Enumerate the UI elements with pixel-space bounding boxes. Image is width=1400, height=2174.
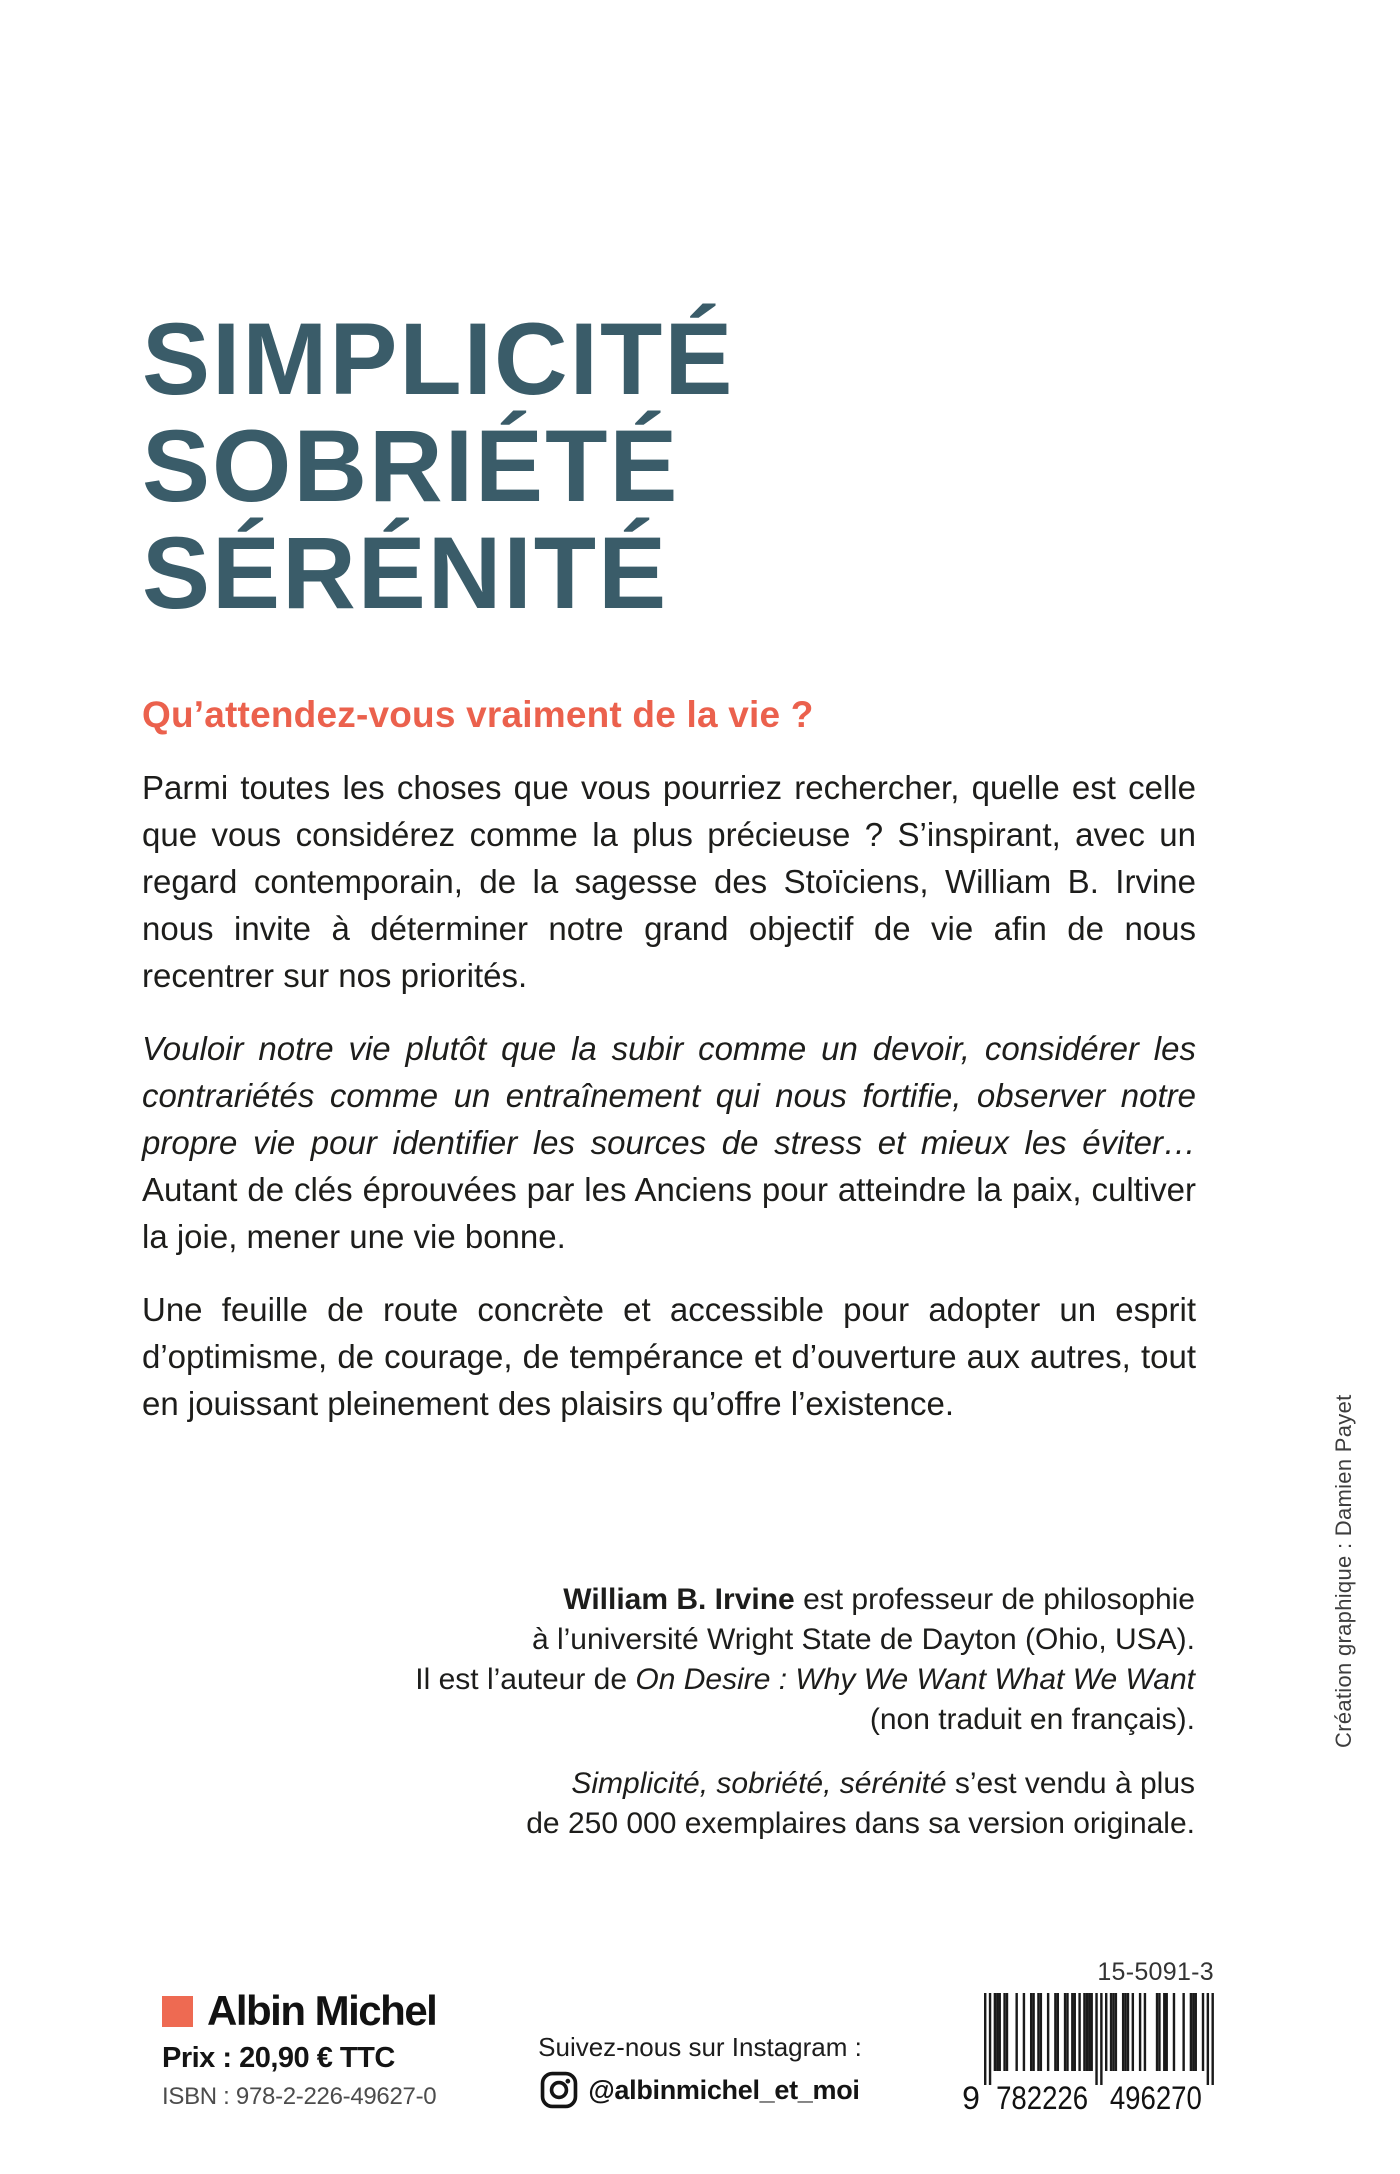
price-label: Prix : 20,90 € TTC (162, 2042, 395, 2074)
author-bio (335, 1580, 1195, 1844)
sales-note (335, 1764, 1195, 1844)
bio-line (335, 1700, 1195, 1740)
book-title-line-1: SIMPLICITÉ (142, 302, 735, 416)
book-reference: On Desire : Why We Want What We Want (635, 1663, 1195, 1696)
svg-text:9: 9 (962, 2080, 980, 2115)
blurb-paragraph-2-roman: Autant de clés éprouvées par les Anciens pour atteindre la paix, cultiver la joie, mener une vie bonne. (142, 1171, 1196, 1255)
svg-text:496270: 496270 (1109, 2080, 1202, 2115)
instagram-handle: @albinmichel_et_moi (588, 2074, 860, 2105)
bio-text: est professeur de philosophie (794, 1583, 1195, 1616)
bio-text: (non traduit en français). (869, 1703, 1195, 1736)
instagram-row (500, 2071, 900, 2109)
blurb-paragraph-2-italic: Vouloir notre vie plutôt que la subir comme un devoir, considérer les contrariétés comme un entraînement qui nous fortifie, observer notre propre vie pour identifier les sources de stress et mieux les éviter… (142, 1030, 1196, 1161)
blurb-paragraph-1: Parmi toutes les choses que vous pourriez rechercher, quelle est celle que vous considérez comme la plus précieuse ? S’inspirant, avec un regard contemporain, de la sagesse des Stoïciens, William B. Irvine nous invite à déterminer notre grand objectif de vie afin de nous recentrer sur nos priorités. (142, 769, 1196, 994)
barcode (958, 1993, 1214, 2115)
author-bio-text (335, 1580, 1195, 1740)
blurb (142, 764, 1196, 1453)
book-title-line-3: SÉRÉNITÉ (142, 516, 669, 630)
tagline: Qu’attendez-vous vraiment de la vie ? (142, 694, 814, 735)
publisher-name: Albin Michel (207, 1987, 437, 2034)
bio-line (335, 1620, 1195, 1660)
author-name: William B. Irvine (563, 1583, 795, 1616)
svg-text:782226: 782226 (996, 2080, 1089, 2115)
blurb-paragraph-2 (142, 1025, 1196, 1260)
social-block (500, 2032, 900, 2109)
bio-text: Il est l’auteur de (415, 1663, 636, 1696)
bio-line (335, 1764, 1195, 1804)
design-credit: Création graphique : Damien Payet (1331, 1394, 1356, 1748)
logo-square-icon (162, 1996, 193, 2027)
barcode-label: 15-5091-3 (1097, 1958, 1214, 1986)
barcode-block (958, 1958, 1214, 2115)
isbn-label: ISBN : 978-2-226-49627-0 (162, 2083, 437, 2110)
instagram-label: Suivez-nous sur Instagram : (538, 2032, 862, 2062)
bio-text: de 250 000 exemplaires dans sa version originale. (526, 1807, 1195, 1840)
bio-line (335, 1804, 1195, 1844)
publisher-block (162, 1988, 436, 2111)
bio-line (335, 1660, 1195, 1700)
book-title-reference: Simplicité, sobriété, sérénité (571, 1767, 947, 1800)
bio-line (335, 1580, 1195, 1620)
book-title (142, 302, 735, 630)
bio-text: s’est vendu à plus (946, 1767, 1195, 1800)
bio-text: à l’université Wright State de Dayton (Ohio, USA). (531, 1623, 1195, 1656)
albin-michel-logo (162, 1988, 436, 2034)
book-title-line-2: SOBRIÉTÉ (142, 409, 680, 523)
instagram-icon (540, 2071, 578, 2109)
blurb-paragraph-3: Une feuille de route concrète et accessible pour adopter un esprit d’optimisme, de courage, de tempérance et d’ouverture aux autres, tout en jouissant pleinement des plaisirs qu’offre l’existence. (142, 1291, 1196, 1422)
